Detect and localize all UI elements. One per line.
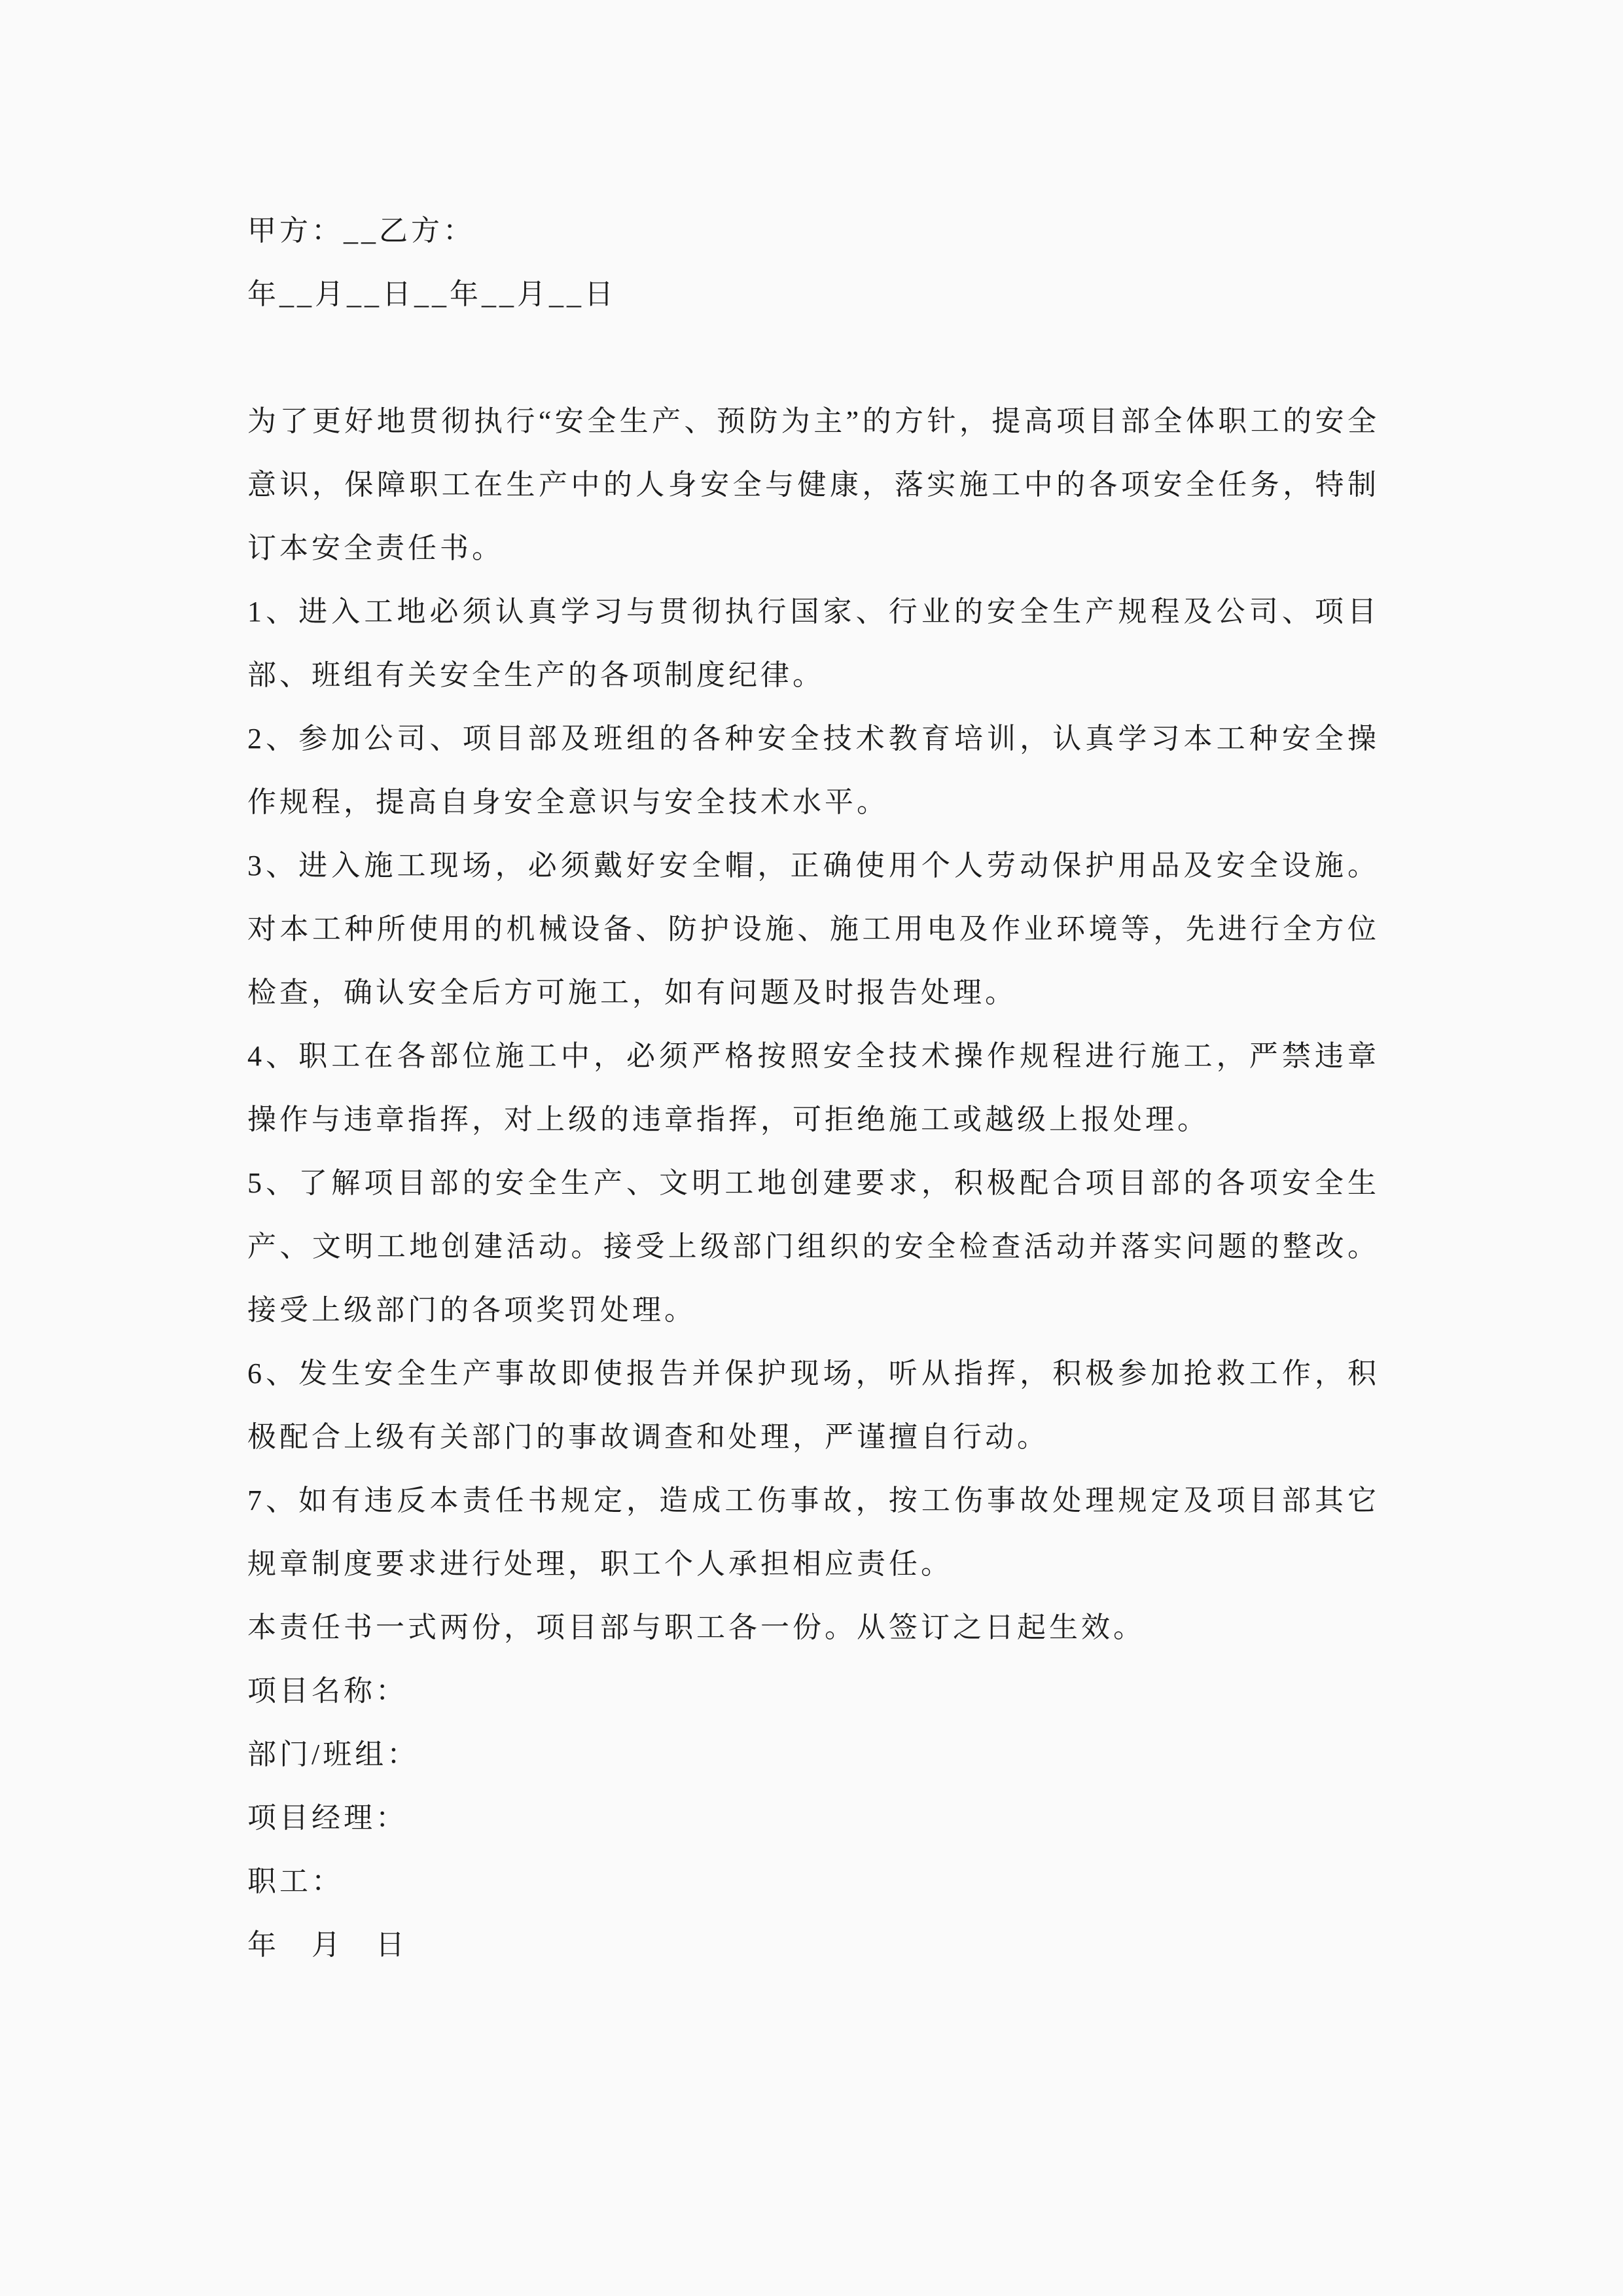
signature-date-label: 年 月 日 (247, 1929, 408, 1961)
safety-responsibility-document (247, 199, 1380, 1977)
date-blank-line: 年__月__日__年__月__日 (247, 278, 616, 310)
clause-4: 4、职工在各部位施工中，必须严格按照安全技术操作规程进行施工，严禁违章操作与违章指挥，对上级的违章指挥，可拒绝施工或越级上报处理。 (247, 1040, 1380, 1136)
clause-6: 6、发生安全生产事故即使报告并保护现场，听从指挥，积极参加抢救工作，积极配合上级有关部门的事故调查和处理，严谨擅自行动。 (247, 1357, 1380, 1453)
clause-5: 5、了解项目部的安全生产、文明工地创建要求，积极配合项目部的各项安全生产、文明工地创建活动。接受上级部门组织的安全检查活动并落实问题的整改。接受上级部门的各项奖罚处理。 (247, 1167, 1380, 1326)
project-manager-label: 项目经理： (247, 1802, 408, 1834)
closing-paragraph: 本责任书一式两份，项目部与职工各一份。从签订之日起生效。 (247, 1611, 1145, 1643)
blank-spacer-line (247, 326, 1380, 389)
worker-label: 职工： (247, 1865, 344, 1897)
project-name-label: 项目名称： (247, 1675, 408, 1707)
clause-7: 7、如有违反本责任书规定，造成工伤事故，按工伤事故处理规定及项目部其它规章制度要求进行处理，职工个人承担相应责任。 (247, 1484, 1380, 1580)
clause-3: 3、进入施工现场，必须戴好安全帽，正确使用个人劳动保护用品及安全设施。对本工种所使用的机械设备、防护设施、施工用电及作业环境等，先进行全方位检查，确认安全后方可施工，如有问题及时报告处理。 (247, 850, 1380, 1009)
clause-2: 2、参加公司、项目部及班组的各种安全技术教育培训，认真学习本工种安全操作规程，提高自身安全意识与安全技术水平。 (247, 723, 1380, 818)
intro-paragraph: 为了更好地贯彻执行“安全生产、预防为主”的方针，提高项目部全体职工的安全意识，保障职工在生产中的人身安全与健康，落实施工中的各项安全任务，特制订本安全责任书。 (247, 405, 1380, 564)
clause-1: 1、进入工地必须认真学习与贯彻执行国家、行业的安全生产规程及公司、项目部、班组有关安全生产的各项制度纪律。 (247, 596, 1380, 691)
department-team-label: 部门/班组： (247, 1738, 419, 1770)
party-line: 甲方：__乙方： (247, 215, 475, 247)
